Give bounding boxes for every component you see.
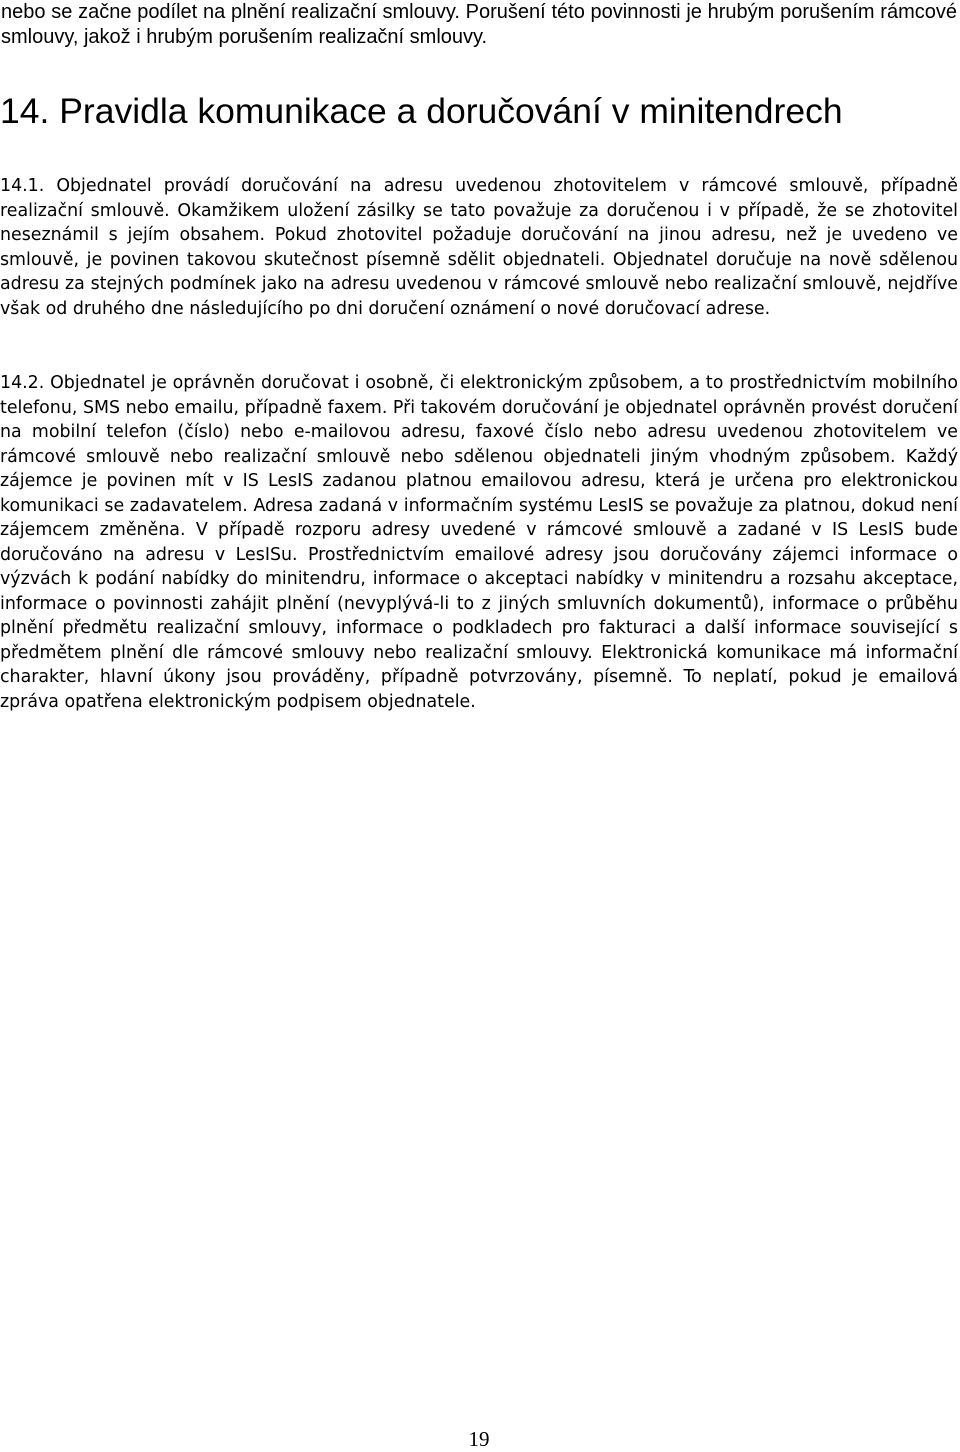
intro-paragraph: nebo se začne podílet na plnění realizační smlouvy. Porušení této povinnosti je hrubým porušením rámcové smlouvy, jakož i hrubým porušením realizační smlouvy. [1,1,957,48]
page-number: 19 [468,1427,490,1451]
paragraph-14-2: 14.2. Objednatel je oprávněn doručovat i osobně, či elektronickým způsobem, a to prostřednictvím mobilního telefonu, SMS nebo emailu, případně faxem. Při takovém doručování je objednatel oprávněn provést doručení na mobilní telefon (číslo) nebo e-mailovou adresu, faxové číslo nebo adresu uvedenou zhotovitelem ve rámcové smlouvě nebo realizační smlouvě nebo sdělenou objednateli jiným vhodným způsobem. Každý zájemce je povinen mít v IS LesIS zadanou platnou emailovou adresu, která je určena pro elektronickou komunikaci se zadavatelem. Adresa zadaná v informačním systému LesIS se považuje za platnou, dokud není zájemcem změněna. V případě rozporu adresy uvedené v rámcové smlouvě a zadané v IS LesIS bude doručováno na adresu v LesISu. Prostřednictvím emailové adresy jsou doručovány zájemci informace o výzvách k podání nabídky do minitendru, informace o akceptaci nabídky v minitendru a rozsahu akceptace, informace o povinnosti zahájit plnění (nevyplývá-li to z jiných smluvních dokumentů), informace o průběhu plnění předmětu realizační smlouvy, informace o podkladech pro fakturaci a další informace související s předmětem plnění dle rámcové smlouvy nebo realizační smlouvy. Elektronická komunikace má informační charakter, hlavní úkony jsou prováděny, případně potvrzovány, písemně. To neplatí, pokud je emailová zpráva opatřena elektronickým podpisem objednatele. [0,373,958,712]
paragraph-14-1: 14.1. Objednatel provádí doručování na adresu uvedenou zhotovitelem v rámcové smlouvě, případně realizační smlouvě. Okamžikem uložení zásilky se tato považuje za doručenou i v případě, že se zhotovitel neseznámil s jejím obsahem. Pokud zhotovitel požaduje doručování na jinou adresu, než je uvedeno ve smlouvě, je povinen takovou skutečnost písemně sdělit objednateli. Objednatel doručuje na nově sdělenou adresu za stejných podmínek jako na adresu uvedenou v rámcové smlouvě nebo realizační smlouvě, nejdříve však od druhého dne následujícího po dni doručení oznámení o nové doručovací adrese. [0,176,958,319]
section-heading: 14. Pravidla komunikace a doručování v minitendrech [0,91,843,131]
